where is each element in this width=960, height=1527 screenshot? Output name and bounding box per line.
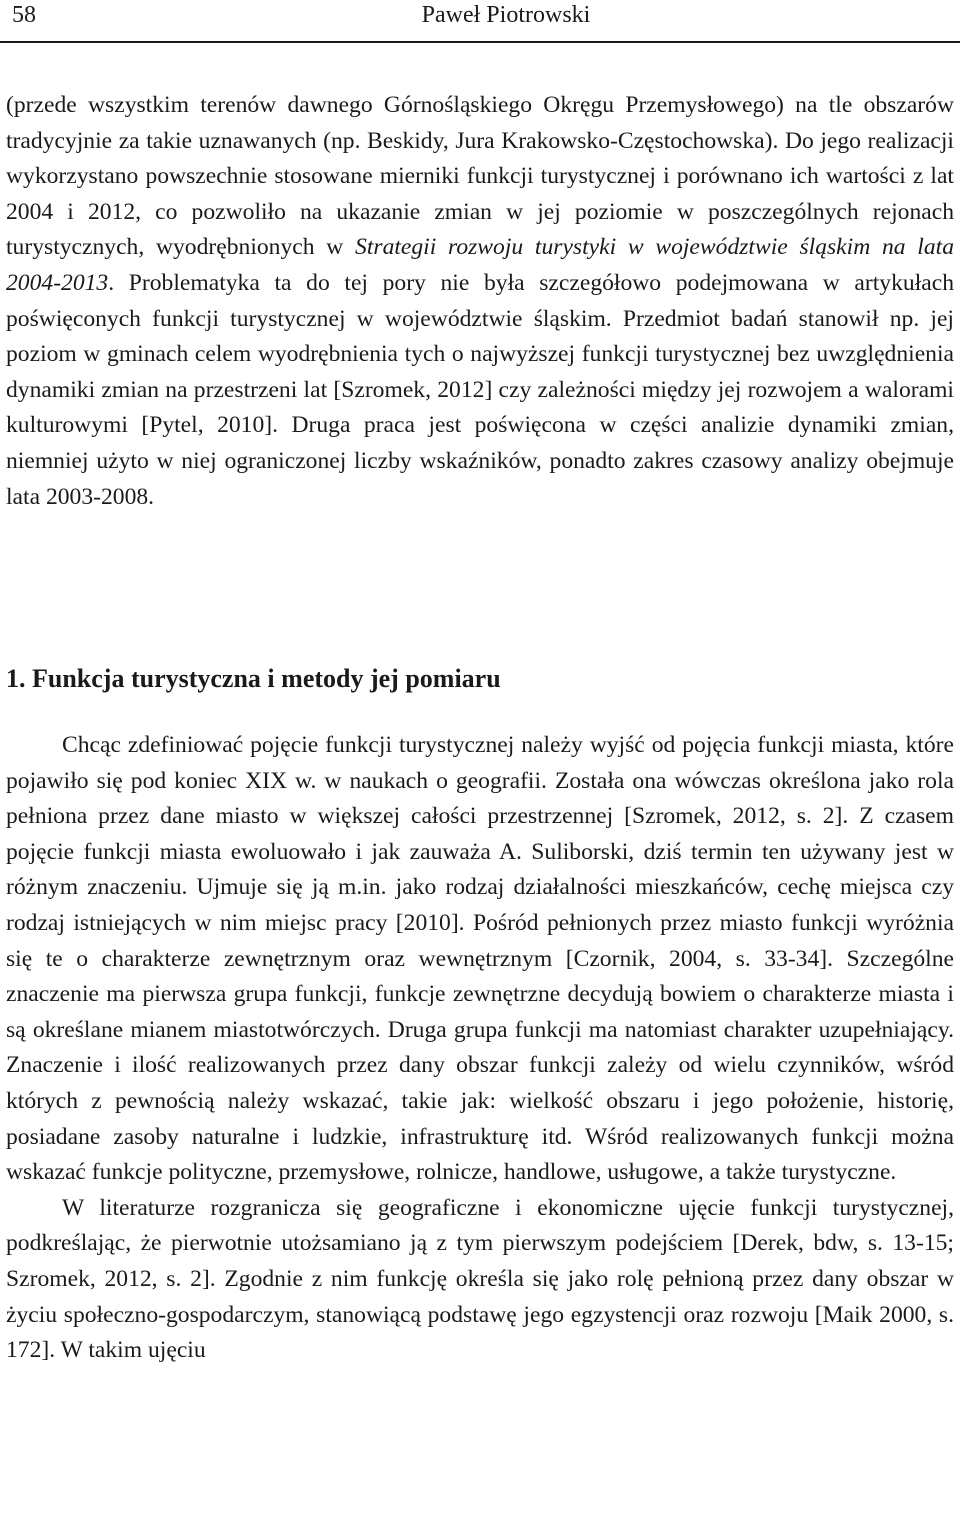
intro-paragraph bbox=[6, 88, 954, 515]
page-body bbox=[6, 88, 954, 1364]
section-paragraph-1: Chcąc zdefiniować pojęcie funkcji turystycznej należy wyjść od pojęcia funkcji miasta, które pojawiło się pod koniec XIX w. w naukach o geografii. Została ona wówczas określona jako rola pełniona przez dane miasto w większej całości przestrzennej [Szromek, 2012, s. 2]. Z czasem pojęcie funkcji miasta ewoluowało i jak zauważa A. Suliborski, dziś termin ten używany jest w różnym znaczeniu. Ujmuje się ją m.in. jako rodzaj działalności mieszkańców, cechę miejsca czy rodzaj istniejących w nim miejsc pracy [2010]. Pośród pełnionych przez miasto funkcji wyróżnia się te o charakterze zewnętrznym oraz wewnętrznym [Czornik, 2004, s. 33-34]. Szczególne znaczenie ma pierwsza grupa funkcji, funkcje zewnętrzne decydują bowiem o charakterze miasta i są określane mianem miastotwórczych. Druga grupa funkcji ma natomiast charakter uzupełniający. Znaczenie i ilość realizowanych przez dany obszar funkcji zależy od wielu czynników, wśród których z pewnością należy wskazać, takie jak: wielkość obszaru i jego położenie, historię, posiadane zasoby naturalne i ludzkie, infrastrukturę itd. Wśród realizowanych funkcji można wskazać funkcje polityczne, przemysłowe, rolnicze, handlowe, usługowe, a także turystyczne. bbox=[6, 732, 954, 1186]
intro-text-part-1: (przede wszystkim terenów dawnego Górnośląskiego Okręgu Przemysłowego) na tle obszarów tradycyjnie za takie uznawanych (np. Beskidy, Jura Krakowsko-Częstochowska). Do jego realizacji wykorzystano powszechnie stosowane mierniki funkcji turystycznej i porównano ich wartości z lat 2004 i 2012, co pozwoliło na ukazanie zmian w jej poziomie w poszczególnych rejonach turystycznych, wyodrębnionych w bbox=[6, 92, 954, 261]
running-header bbox=[6, 0, 954, 38]
page-number: 58 bbox=[12, 2, 36, 28]
header-rule bbox=[0, 41, 960, 43]
running-header-author: Paweł Piotrowski bbox=[421, 2, 591, 28]
intro-italic-title: Strategii rozwoju turystyki w województwie śląskim na lata 2004-2013 bbox=[6, 234, 954, 296]
section-heading: 1. Funkcja turystyczna i metody jej pomiaru bbox=[6, 664, 501, 693]
intro-text-part-2: . Problematyka ta do tej pory nie była szczegółowo podejmowana w artykułach poświęconych funkcji turystycznej w województwie śląskim. Przedmiot badań stanowił np. jej poziom w gminach celem wyodrębnienia tych o najwyższej funkcji turystycznej bez uwzględnienia dynamiki zmian na przestrzeni lat [Szromek, 2012] czy zależności między jej rozwojem a walorami kulturowymi [Pytel, 2010]. Druga praca jest poświęcona w części analizie dynamiki zmian, niemniej użyto w niej ograniczonej liczby wskaźników, ponadto zakres czasowy analizy obejmuje lata 2003-2008. bbox=[6, 269, 954, 510]
section-body bbox=[6, 728, 954, 1369]
section-paragraph-2: W literaturze rozgranicza się geograficzne i ekonomiczne ujęcie funkcji turystycznej, podkreślając, że pierwotnie utożsamiano ją z tym pierwszym podejściem [Derek, bdw, s. 13-15; Szromek, 2012, s. 2]. Zgodnie z nim funkcję określa się jako rolę pełnioną przez dany obszar w życiu społeczno-gospodarczym, stanowiącą podstawę jego egzystencji oraz rozwoju [Maik 2000, s. 172]. W takim ujęciu bbox=[6, 1194, 954, 1364]
